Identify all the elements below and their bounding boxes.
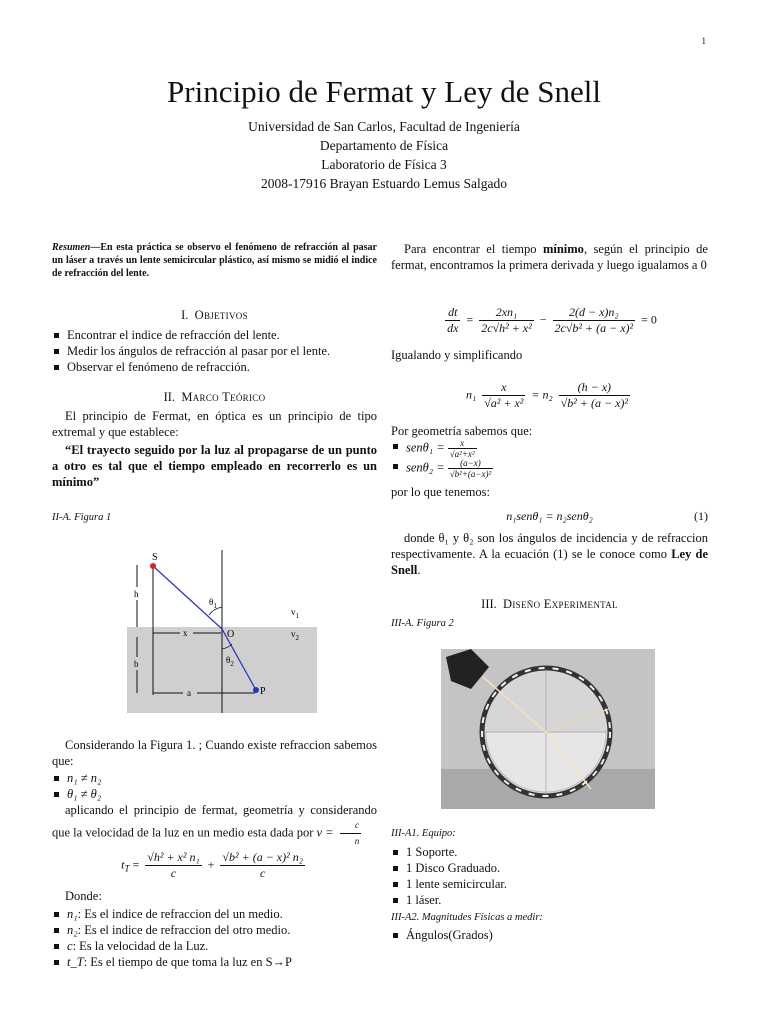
snell-equation bbox=[391, 508, 708, 524]
fraction-numerator: 2xn₁ bbox=[479, 305, 534, 321]
section-title: Diseño Experimental bbox=[503, 597, 618, 611]
affiliation-line: Universidad de San Carlos, Facultad de Ingeniería bbox=[248, 119, 520, 134]
list-item bbox=[391, 438, 708, 458]
section-3-heading bbox=[391, 596, 708, 612]
fraction-denominator: dx bbox=[447, 321, 459, 335]
eq2-fraction-2 bbox=[559, 380, 630, 411]
label-theta1: $\theta_1$ bbox=[209, 597, 217, 610]
conditions-list bbox=[52, 770, 377, 802]
fraction-numerator: √b² + (a − x)² n₂ bbox=[222, 850, 303, 864]
eq-minus: − bbox=[539, 312, 547, 327]
label-b: b bbox=[134, 659, 139, 669]
end-point bbox=[253, 687, 259, 693]
geo-lhs: senθ₂ = bbox=[406, 460, 445, 475]
fraction-denominator: √a²+x² bbox=[449, 449, 475, 459]
eq-plus: + bbox=[207, 857, 215, 872]
eq-lhs-sub: T bbox=[124, 863, 130, 874]
fraction-numerator: c bbox=[340, 818, 362, 834]
magnitudes-list bbox=[391, 927, 708, 943]
fraction-denominator: √b² + (a − x)² bbox=[560, 396, 628, 410]
label-o: O bbox=[227, 629, 235, 640]
list-item: 1 lente semicircular. bbox=[391, 876, 708, 892]
derivative-paragraph bbox=[391, 241, 708, 273]
equation-number: (1) bbox=[694, 509, 708, 523]
def-text: : Es el indice de refraccion del un medio. bbox=[77, 907, 283, 921]
para-bold: mínimo bbox=[542, 242, 584, 256]
derivative-equation bbox=[391, 305, 708, 336]
geo-lhs: senθ₁ = bbox=[406, 440, 445, 455]
theory-paragraph: El principio de Fermat, en óptica es un principio de tipo extremal y que establece: bbox=[52, 409, 377, 439]
label-a: a bbox=[187, 688, 191, 698]
def-symbol: c bbox=[67, 939, 73, 953]
definitions-list bbox=[52, 906, 377, 970]
fraction-denominator: 2c√b² + (a − x)² bbox=[554, 321, 634, 335]
fraction-numerator: (h − x) bbox=[559, 380, 630, 396]
affiliation-line: Departamento de Física bbox=[319, 138, 449, 153]
equipment-list bbox=[391, 844, 708, 908]
def-symbol: n₁ bbox=[67, 907, 78, 921]
fraction-denominator: 2c√h² + x² bbox=[481, 321, 532, 335]
eq1-fraction-1 bbox=[479, 305, 534, 336]
velocity-eq-lhs: v = bbox=[316, 825, 334, 840]
simplified-equation bbox=[391, 380, 708, 411]
velocity-fraction bbox=[340, 818, 362, 849]
eq-rhs: = 0 bbox=[641, 312, 657, 327]
subsection-magnitudes: III-A2. Magnitudes Físicas a medir: bbox=[391, 912, 543, 923]
para-text: , según el principio de fermat, encontramos la primera derivada y luego igualamos a 0 bbox=[391, 242, 708, 272]
figure-1-paragraph: Considerando la Figura 1. ; Cuando existe refraccion sabemos que: bbox=[52, 738, 377, 768]
list-item bbox=[52, 954, 377, 970]
section-number: I. bbox=[181, 308, 189, 322]
fraction-numerator: x bbox=[482, 380, 525, 396]
fraction-denominator: n bbox=[354, 836, 360, 846]
eq2-fraction-1 bbox=[482, 380, 525, 411]
def-text: : Es el tiempo de que toma la luz en S→P bbox=[83, 955, 292, 969]
igualando-text: Igualando y simplificando bbox=[391, 348, 523, 362]
section-number: II. bbox=[163, 390, 176, 404]
eq-n1: n₁ bbox=[466, 387, 477, 402]
list-item: Medir los ángulos de refracción al pasar por el lente. bbox=[52, 343, 377, 359]
section-2-heading bbox=[52, 389, 377, 405]
affiliation-line: Laboratorio de Física 3 bbox=[321, 157, 447, 172]
eq-equals: = bbox=[132, 857, 140, 872]
fraction-denominator: √a² + x² bbox=[484, 396, 524, 410]
para-text: Para encontrar el tiempo bbox=[404, 242, 537, 256]
fraction-numerator: x bbox=[448, 438, 477, 449]
abstract-label: Resumen bbox=[52, 242, 91, 253]
label-x: x bbox=[183, 628, 188, 638]
dt-dx-fraction bbox=[445, 305, 460, 336]
section-number: III. bbox=[481, 597, 497, 611]
def-text: : Es la velocidad de la Luz. bbox=[72, 939, 209, 953]
list-item bbox=[52, 938, 377, 954]
section-title: Marco Teórico bbox=[181, 390, 266, 404]
para-text: . bbox=[417, 563, 421, 577]
list-item: Ángulos(Grados) bbox=[391, 927, 708, 943]
def-text: : Es el indice de refraccion del otro medio. bbox=[77, 923, 291, 937]
list-item bbox=[52, 906, 377, 922]
paper-title: Principio de Fermat y Ley de Snell bbox=[167, 74, 601, 109]
list-item: θ₁ ≠ θ₂ bbox=[52, 786, 377, 802]
fraction-numerator: dt bbox=[445, 305, 460, 321]
subsection-figure-1: II-A. Figura 1 bbox=[52, 512, 112, 523]
affiliation-block bbox=[0, 117, 768, 193]
fraction-numerator: (a−x) bbox=[448, 458, 493, 469]
list-item: 1 Soporte. bbox=[391, 844, 708, 860]
velocity-paragraph bbox=[52, 802, 377, 849]
label-theta2: $\theta_2$ bbox=[226, 655, 234, 668]
eq-lhs: t bbox=[121, 857, 125, 872]
fraction-denominator: √b²+(a−x)² bbox=[449, 469, 492, 479]
objectives-list bbox=[52, 327, 377, 375]
page-number: 1 bbox=[701, 36, 706, 46]
subsection-figure-2: III-A. Figura 2 bbox=[391, 618, 454, 629]
geo1-fraction bbox=[448, 438, 477, 459]
por-lo-que-text: por lo que tenemos: bbox=[391, 485, 490, 499]
geometry-list bbox=[391, 438, 708, 480]
figure-2-photo bbox=[441, 649, 655, 809]
def-symbol: n₂ bbox=[67, 923, 78, 937]
fraction-denominator: c bbox=[170, 866, 177, 880]
list-item: n₁ ≠ n₂ bbox=[52, 770, 377, 786]
time-equation bbox=[52, 850, 377, 881]
label-p: P bbox=[260, 686, 266, 697]
label-v1: $v_1$ bbox=[291, 607, 299, 620]
label-v2: $v_2$ bbox=[291, 629, 299, 642]
para-bold: Ley de Snell bbox=[391, 547, 709, 577]
label-s: S bbox=[152, 552, 158, 563]
geometria-text: Por geometría sabemos que: bbox=[391, 424, 533, 438]
list-item bbox=[391, 458, 708, 480]
snell-eq-body: n₁senθ₁ = n₂senθ₂ bbox=[506, 509, 593, 523]
geo2-fraction bbox=[448, 458, 493, 479]
velocity-text: aplicando el principio de fermat, geometría y considerando que la velocidad de la luz en un medio esta dada por bbox=[52, 803, 377, 840]
time-fraction-1 bbox=[145, 850, 201, 881]
abstract bbox=[52, 241, 377, 280]
list-item bbox=[52, 922, 377, 938]
section-1-heading bbox=[52, 307, 377, 323]
source-point bbox=[150, 563, 156, 569]
list-item: 1 Disco Graduado. bbox=[391, 860, 708, 876]
def-symbol: t_T bbox=[67, 955, 84, 969]
fraction-numerator: 2(d − x)n₂ bbox=[553, 305, 636, 321]
donde-label: Donde: bbox=[65, 889, 102, 903]
list-item: Observar el fenómeno de refracción. bbox=[52, 359, 377, 375]
eq-equals: = bbox=[466, 312, 474, 327]
para-text: donde θ₁ y θ₂ son los ángulos de incidencia y de refraccion respectivamente. A la ecuación (1) se le conoce como bbox=[391, 531, 708, 561]
subsection-equipment: III-A1. Equipo: bbox=[391, 828, 456, 839]
fraction-numerator: √h² + x² n₁ bbox=[147, 850, 200, 864]
section-title: Objetivos bbox=[194, 308, 248, 322]
snell-paragraph bbox=[391, 530, 708, 578]
eq-equals-n2: = n₂ bbox=[531, 387, 553, 402]
figure-1-diagram bbox=[125, 545, 320, 715]
fraction-denominator: c bbox=[259, 866, 266, 880]
list-item: 1 láser. bbox=[391, 892, 708, 908]
time-fraction-2 bbox=[220, 850, 304, 881]
abstract-text: —En esta práctica se observo el fenómeno de refracción al pasar un láser a través un lente semicircular plástico, así mismo se midió el indice de refracción del lente. bbox=[52, 242, 377, 279]
fermat-quote: “El trayecto seguido por la luz al propagarse de un punto a otro es tal que el tiempo empleado en recorrerlo es un mínimo” bbox=[52, 443, 377, 489]
author-line: 2008-17916 Brayan Estuardo Lemus Salgado bbox=[261, 176, 507, 191]
list-item: Encontrar el indice de refracción del lente. bbox=[52, 327, 377, 343]
eq1-fraction-2 bbox=[553, 305, 636, 336]
label-h: h bbox=[134, 589, 139, 599]
